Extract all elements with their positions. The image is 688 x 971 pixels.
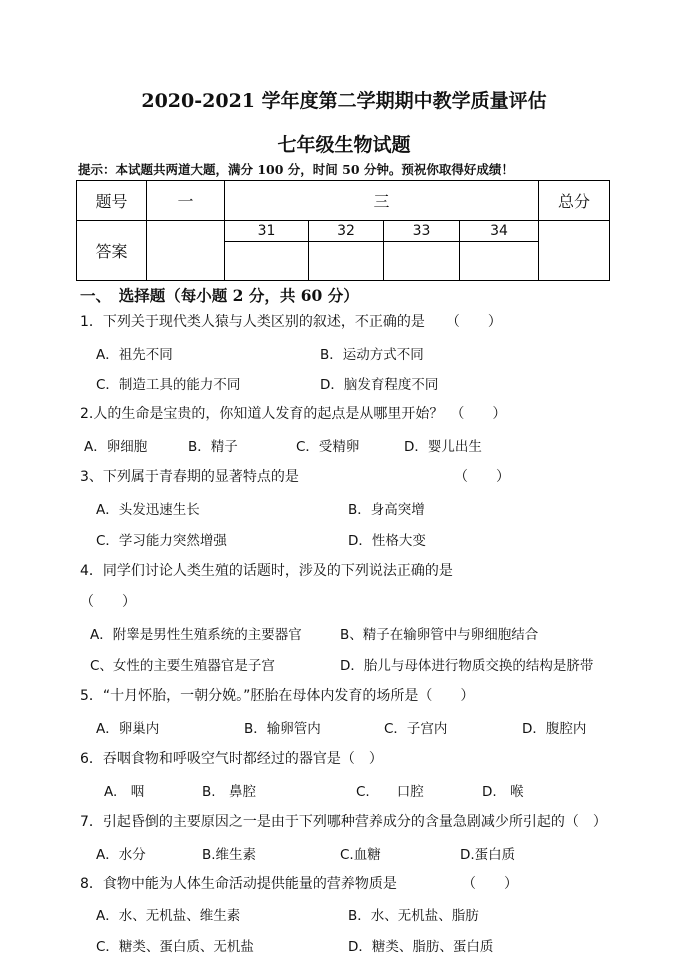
question-6-option-d: D. 喉 [482, 784, 524, 800]
question-5-stem: 5．“十月怀胎，一朝分娩。”胚胎在母体内发育的场所是（ ） [80, 688, 475, 704]
question-3-stem: 3、下列属于青春期的显著特点的是 [80, 469, 299, 485]
exam-hint: 提示：本试题共两道大题，满分 100 分，时间 50 分钟。预祝你取得好成绩！ [78, 162, 514, 177]
question-8-stem: 8．食物中能为人体生命活动提供能量的营养物质是 [80, 876, 397, 892]
question-4-stem: 4．同学们讨论人类生殖的话题时，涉及的下列说法正确的是 [80, 563, 453, 579]
exam-title: 2020-2021 学年度第二学期期中教学质量评估 [141, 90, 547, 112]
question-1-stem: 1．下列关于现代类人猿与人类区别的叙述，不正确的是 （ ） [80, 314, 502, 330]
question-1-option-b: B．运动方式不同 [320, 347, 424, 363]
question-1-option-a: A．祖先不同 [96, 347, 173, 363]
question-7-option-b: B.维生素 [202, 847, 257, 863]
question-7-option-c: C.血糖 [340, 847, 381, 863]
question-3-answer-paren: （ ） [454, 469, 510, 485]
question-5-option-d: D．腹腔内 [522, 721, 587, 737]
score-cell-33 [384, 242, 460, 281]
score-col-total: 总分 [539, 181, 610, 221]
question-6-option-a: A. 咽 [104, 784, 145, 800]
question-4-answer-paren: （ ） [80, 594, 136, 610]
question-8-option-a: A．水、无机盐、维生素 [96, 908, 241, 924]
score-cell-total [539, 221, 610, 281]
score-label-number: 题号 [77, 181, 147, 221]
score-table [76, 180, 610, 281]
question-1-option-c: C．制造工具的能力不同 [96, 377, 241, 393]
question-7-option-d: D.蛋白质 [460, 847, 516, 863]
question-2-option-b: B．精子 [188, 439, 238, 455]
question-3-option-a: A．头发迅速生长 [96, 502, 200, 518]
score-cell-31 [225, 242, 309, 281]
score-cell-34 [460, 242, 539, 281]
question-2-option-c: C．受精卵 [296, 439, 360, 455]
score-label-answer: 答案 [77, 221, 147, 281]
score-col-one: 一 [147, 181, 225, 221]
question-4-option-c: C、女性的主要生殖器官是子宫 [90, 658, 275, 674]
question-2-option-a: A．卵细胞 [84, 439, 148, 455]
score-subnum: 31 [225, 221, 309, 242]
exam-subtitle: 七年级生物试题 [277, 134, 411, 156]
question-6-option-c: C. 口腔 [356, 784, 424, 800]
question-2-option-d: D．婴儿出生 [404, 439, 482, 455]
question-3-option-b: B．身高突增 [348, 502, 425, 518]
question-4-option-a: A．附睾是男性生殖系统的主要器官 [90, 627, 302, 643]
question-6-option-b: B. 鼻腔 [202, 784, 257, 800]
question-8-option-c: C．糖类、蛋白质、无机盐 [96, 939, 254, 955]
question-3-option-c: C．学习能力突然增强 [96, 533, 227, 549]
question-4-option-d: D．胎儿与母体进行物质交换的结构是脐带 [340, 658, 594, 674]
question-3-option-d: D．性格大变 [348, 533, 426, 549]
question-8-option-b: B．水、无机盐、脂肪 [348, 908, 479, 924]
section-heading: 一、 选择题（每小题 2 分，共 60 分） [80, 286, 359, 305]
question-7-stem: 7．引起昏倒的主要原因之一是由于下列哪种营养成分的含量急剧减少所引起的（ ） [80, 814, 607, 830]
question-5-option-a: A．卵巢内 [96, 721, 160, 737]
score-cell-32 [309, 242, 384, 281]
question-8-answer-paren: （ ） [462, 876, 518, 892]
question-2-stem: 2.人的生命是宝贵的，你知道人发育的起点是从哪里开始？ （ ） [80, 406, 507, 422]
question-7-option-a: A．水分 [96, 847, 146, 863]
question-6-stem: 6．吞咽食物和呼吸空气时都经过的器官是（ ） [80, 751, 383, 767]
question-4-option-b: B、精子在输卵管中与卵细胞结合 [340, 627, 539, 643]
question-5-option-b: B．输卵管内 [244, 721, 321, 737]
question-5-option-c: C．子宫内 [384, 721, 448, 737]
score-col-three: 三 [225, 181, 539, 221]
score-subnum: 33 [384, 221, 460, 242]
score-cell-one [147, 221, 225, 281]
score-subnum: 32 [309, 221, 384, 242]
score-subnum: 34 [460, 221, 539, 242]
question-1-option-d: D．脑发育程度不同 [320, 377, 439, 393]
question-8-option-d: D．糖类、脂肪、蛋白质 [348, 939, 494, 955]
